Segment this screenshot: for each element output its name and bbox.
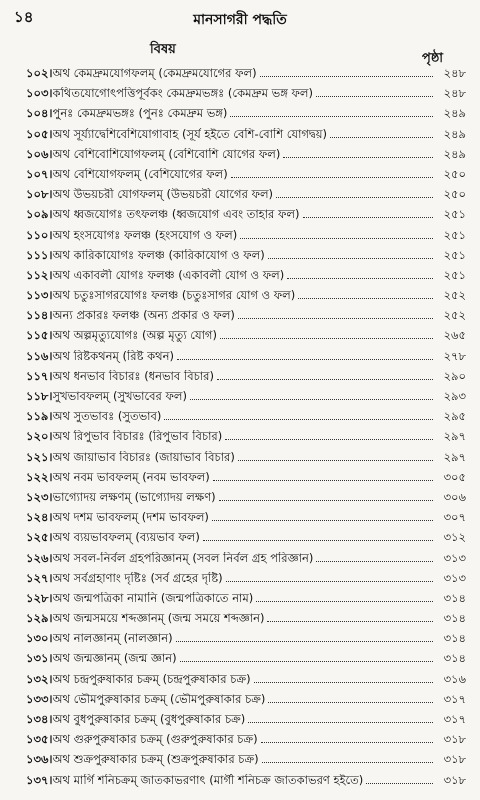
entry-number: ১১৫। — [26, 328, 53, 343]
entry-page-number: ৩১২ — [443, 530, 466, 545]
entry-title: অথ নবম ভাবফলম্ (নবম ভাবফল) — [52, 470, 210, 484]
entry-page-number: ২৫২ — [443, 308, 466, 323]
entry-page-number: ৩১৩ — [443, 570, 466, 585]
dot-leader — [268, 258, 433, 259]
entry-title: অথ সর্বগ্রহাণাং দৃষ্টিঃ (সর্ব গ্রহের দৃষ্টি) — [52, 571, 223, 585]
entry-page-number: ২৫১ — [443, 207, 466, 222]
dot-leader — [238, 318, 433, 319]
entry-title: অথ ধনভাব বিচারঃ (ধনভাব বিচার) — [52, 369, 214, 383]
entry-title: অথ ধ্বজযোগঃ তৎফলঞ্চ (ধ্বজযোগ এবং তাহার ফল) — [52, 208, 300, 222]
toc-entry — [26, 289, 466, 302]
entry-number: ১৩৩। — [26, 691, 53, 706]
toc-entry — [26, 430, 466, 443]
entry-title: অথ ভৌমপুরুষাকার চক্রম্ (ভৌমপুরুষাকার চক্র) — [52, 692, 266, 706]
entry-page-number: ২৪৮ — [443, 86, 466, 101]
entry-number: ১০৯। — [26, 207, 53, 222]
entry-page-number: ২৬৫ — [443, 328, 466, 343]
toc-entry — [26, 491, 466, 504]
entry-number: ১০৪। — [26, 106, 53, 121]
entry-title: অন্য প্রকারঃ ফলঞ্চ (অন্য প্রকার ও ফল) — [52, 309, 235, 323]
entry-title: অথ বেশিযোগফলম্ (বেশিযোগের ফল) — [52, 167, 228, 181]
entry-page-number: ২৪৮ — [443, 66, 466, 80]
entry-number: ১১৮। — [26, 389, 53, 403]
entry-title: অথ উভয়চরী যোগফলম্ (উভয়চরী যোগের ফল) — [52, 188, 274, 202]
entry-title: অথ ব্যয়ভাবফলম্ (ব্যয়ভাব ফল) — [52, 531, 200, 545]
toc-entry — [26, 572, 466, 585]
dot-leader — [298, 298, 433, 299]
entry-number: ১২৮। — [26, 590, 53, 605]
dot-leader — [303, 217, 434, 218]
entry-number: ১১৯। — [26, 409, 53, 424]
entry-number: ১২৩। — [26, 489, 53, 504]
entry-page-number: ২৫১ — [443, 227, 466, 242]
table-of-contents — [26, 67, 466, 787]
entry-page-number: ২৪৯ — [443, 106, 466, 121]
entry-page-number: ২৫১ — [443, 267, 466, 282]
toc-entry — [26, 269, 466, 282]
entry-number: ১৩৪। — [26, 712, 53, 726]
entry-title: অথ গুরুপুরুষাকার চক্রম্ (গুরুপুরুষাকার চক্র) — [52, 733, 258, 747]
entry-number: ১৩২। — [26, 671, 53, 686]
dot-leader — [261, 742, 433, 743]
dot-leader — [220, 338, 433, 339]
entry-number: ১১৭। — [26, 368, 53, 383]
toc-entry — [26, 128, 466, 141]
dot-leader — [316, 96, 433, 97]
entry-page-number: ৩০৭ — [443, 510, 466, 525]
entry-title: সুখভাবফলম্ (সুখভাবের ফল) — [52, 390, 187, 403]
dot-leader — [219, 500, 433, 501]
entry-title: অথ চতুঃসাগরযোগঃ ফলঞ্চ (চতুঃসাগর যোগ ও ফল) — [52, 289, 296, 303]
toc-entry — [26, 673, 466, 686]
entry-title: অথ কারিকাযোগঃ ফলঞ্চ (কারিকাযোগ ও ফল) — [52, 248, 265, 262]
entry-number: ১০৮। — [26, 187, 53, 202]
entry-page-number: ২৫২ — [443, 288, 466, 303]
entry-title: অথ দশম ভাবফলম্ (দশম ভাবফল) — [52, 511, 209, 525]
toc-entry — [26, 188, 466, 201]
dot-leader — [240, 238, 433, 239]
dot-leader — [267, 621, 433, 622]
toc-entry — [26, 693, 466, 706]
page-number: ১৪ — [14, 8, 34, 26]
dot-leader — [226, 581, 433, 582]
entry-number: ১২৯। — [26, 611, 53, 626]
entry-number: ১০২। — [26, 66, 53, 80]
toc-entry — [26, 471, 466, 484]
entry-page-number: ৩১৪ — [443, 611, 466, 626]
entry-title: অথ সবল-নির্বল গ্রহপরিজ্ঞানম্ (সবল নির্বল গ্রহ পরিজ্ঞান) — [52, 551, 314, 565]
dot-leader — [248, 722, 433, 723]
entry-title: অথ কেমদ্রুমযোগফলম্ (কেমদ্রুমযোগের ফল) — [52, 67, 257, 80]
running-title: মানসাগরী পদ্ধতি — [193, 12, 287, 28]
dot-leader — [180, 661, 433, 662]
toc-entry — [26, 753, 466, 766]
entry-page-number: ৩১৩ — [443, 550, 466, 565]
dot-leader — [287, 278, 433, 279]
page-column-heading: পৃষ্ঠা — [422, 51, 444, 66]
entry-number: ১১৪। — [26, 308, 53, 323]
entry-page-number: ৩১৮ — [443, 732, 466, 747]
toc-entry — [26, 208, 466, 221]
entry-page-number: ২৫০ — [443, 187, 466, 202]
toc-entry — [26, 67, 466, 80]
entry-title: অথ একাবলী যোগঃ ফলঞ্চ (একাবলী যোগ ও ফল) — [52, 268, 285, 282]
entry-number: ১৩৭। — [26, 772, 53, 787]
entry-number: ১২৪। — [26, 510, 53, 525]
entry-number: ১১২। — [26, 267, 53, 282]
entry-title: অথ অল্পমৃত্যুযোগঃ (অল্প মৃত্যু যোগ) — [52, 329, 217, 343]
dot-leader — [238, 460, 433, 461]
toc-entry — [26, 229, 466, 242]
entry-page-number: ২৫০ — [443, 166, 466, 181]
toc-entry — [26, 531, 466, 544]
entry-number: ১৩০। — [26, 631, 53, 646]
entry-number: ১৩১। — [26, 651, 53, 666]
entry-title: অথ বেশিবোশিযোগফলম্ (বেশিবোশি যোগের ফল) — [52, 147, 281, 161]
entry-page-number: ৩০৫ — [443, 469, 466, 484]
entry-title: অথ রিপুভাব বিচারঃ (রিপুভাব বিচার) — [52, 430, 223, 444]
toc-entry — [26, 511, 466, 524]
entry-page-number: ২৪৯ — [443, 126, 466, 141]
entry-number: ১১১। — [26, 247, 53, 262]
entry-page-number: ৩১৮ — [443, 772, 466, 787]
entry-number: ১২১। — [26, 449, 53, 464]
entry-page-number: ৩১৪ — [443, 651, 466, 666]
dot-leader — [231, 177, 433, 178]
dot-leader — [203, 540, 433, 541]
toc-entry — [26, 309, 466, 322]
dot-leader — [176, 641, 433, 642]
entry-title: অথ হংসযোগঃ ফলঞ্চ (হংসযোগ ও ফল) — [52, 228, 238, 242]
dot-leader — [254, 682, 433, 683]
toc-entry — [26, 107, 466, 120]
entry-title: অথ সূর্য্যাদ্বেশিবেশিযোগাবাহ (সূর্য হইতে বেশি-বোশি যোগদ্বয়) — [52, 127, 328, 141]
toc-entry — [26, 410, 466, 423]
entry-title: অথ রিষ্টকথনম্ (রিষ্ট কথন) — [52, 349, 174, 363]
dot-leader — [260, 76, 433, 77]
entry-title: পুনঃ কেমদ্রুমভঙ্গঃ (পুনঃ কেমদ্রুম ভঙ্গ) — [52, 107, 228, 121]
entry-number: ১৩৫। — [26, 732, 53, 747]
entry-number: ১১৬। — [26, 348, 53, 363]
entry-page-number: ৩১৪ — [443, 590, 466, 605]
toc-entry — [26, 370, 466, 383]
entry-title: অথ বুধপুরুষাকার চক্রম্ (বুধপুরুষাকার চক্র) — [52, 713, 246, 726]
entry-title: অথ নালজ্ঞানম্ (নালজ্ঞান) — [52, 632, 173, 646]
entry-page-number: ৩১৪ — [443, 631, 466, 646]
toc-entry — [26, 652, 466, 665]
entry-title: অথ সুতভাবঃ (সুতভাব) — [52, 410, 162, 424]
entry-page-number: ২৯৫ — [443, 409, 466, 424]
dot-leader — [212, 520, 433, 521]
entry-number: ১২৫। — [26, 530, 53, 545]
dot-leader — [217, 379, 433, 380]
subject-column-heading: বিষয় — [150, 42, 176, 57]
toc-entry — [26, 612, 466, 625]
entry-title: অথ জায়াভাব বিচারঃ (জায়াভাব বিচার) — [52, 450, 235, 464]
entry-number: ১১০। — [26, 227, 53, 242]
entry-number: ১০৭। — [26, 166, 53, 181]
entry-page-number: ২৪৯ — [443, 146, 466, 161]
entry-title: অথ জন্মপত্রিকা নামানি (জন্মপত্রিকাতে নাম) — [52, 591, 254, 605]
entry-page-number: ৩১৭ — [443, 691, 466, 706]
toc-entry — [26, 87, 466, 100]
entry-number: ১২৭। — [26, 570, 53, 585]
toc-entry — [26, 148, 466, 161]
toc-entry — [26, 329, 466, 342]
entry-number: ১০৩। — [26, 86, 53, 101]
dot-leader — [190, 399, 433, 400]
dot-leader — [283, 157, 433, 158]
dot-leader — [225, 439, 433, 440]
entry-number: ১৩৬। — [26, 752, 53, 767]
dot-leader — [230, 116, 433, 117]
entry-number: ১১৩। — [26, 288, 53, 303]
toc-entry — [26, 249, 466, 262]
dot-leader — [177, 359, 433, 360]
dot-leader — [366, 783, 433, 784]
entry-title: কথিতযোগোৎপত্তিপূর্বকং কেমদ্রুমভঙ্গঃ (কেমদ্রুম ভঙ্গ ফল) — [52, 87, 313, 101]
dot-leader — [316, 561, 433, 562]
entry-number: ১০৫। — [26, 126, 53, 141]
toc-entry — [26, 451, 466, 464]
toc-entry — [26, 168, 466, 181]
entry-title: অথ চন্দ্রপুরুষাকার চক্রম্ (চন্দ্রপুরুষাকার চক্র) — [52, 672, 251, 686]
entry-page-number: ৩১৮ — [443, 752, 466, 767]
entry-page-number: ২৯৭ — [443, 429, 466, 444]
dot-leader — [276, 197, 433, 198]
toc-entry — [26, 592, 466, 605]
entry-page-number: ২৭৮ — [443, 348, 466, 363]
toc-entry — [26, 774, 466, 787]
entry-title: অথ জন্মজ্ঞানম্ (জন্ম জ্ঞান) — [52, 652, 177, 666]
entry-page-number: ৩০৬ — [443, 489, 466, 504]
entry-title: অথ মার্গি শনিচক্রম্ জাতকাভরণাৎ (মার্গী শনিচক্র জাতকাভরণ হইতে) — [52, 773, 364, 787]
entry-title: অথ শুক্রপুরুষাকার চক্রম্ (শুক্রপুরুষাকার চক্র) — [52, 753, 259, 767]
entry-page-number: ২৫১ — [443, 247, 466, 262]
entry-number: ১২২। — [26, 469, 53, 484]
toc-entry — [26, 350, 466, 363]
entry-page-number: ২৯০ — [443, 368, 466, 383]
toc-entry — [26, 552, 466, 565]
dot-leader — [213, 480, 433, 481]
entry-page-number: ৩১৭ — [443, 712, 466, 726]
entry-number: ১২০। — [26, 429, 53, 444]
entry-number: ১০৬। — [26, 146, 53, 161]
toc-entry — [26, 713, 466, 726]
entry-page-number: ৩১৬ — [443, 671, 466, 686]
entry-page-number: ২৯৭ — [443, 449, 466, 464]
dot-leader — [268, 702, 433, 703]
entry-title: ভাগ্যোদয় লক্ষণম্ (ভাগ্যোদয় লক্ষণ) — [52, 490, 216, 504]
dot-leader — [164, 419, 433, 420]
toc-entry — [26, 390, 466, 403]
dot-leader — [256, 601, 433, 602]
entry-number: ১২৬। — [26, 550, 53, 565]
toc-entry — [26, 632, 466, 645]
entry-title: অথ জন্মসময়ে শব্দজ্ঞানম্ (জন্ম সময়ে শব্দজ্ঞান) — [52, 612, 265, 626]
dot-leader — [330, 137, 433, 138]
dot-leader — [262, 762, 433, 763]
toc-entry — [26, 733, 466, 746]
entry-page-number: ২৯৩ — [443, 389, 466, 403]
